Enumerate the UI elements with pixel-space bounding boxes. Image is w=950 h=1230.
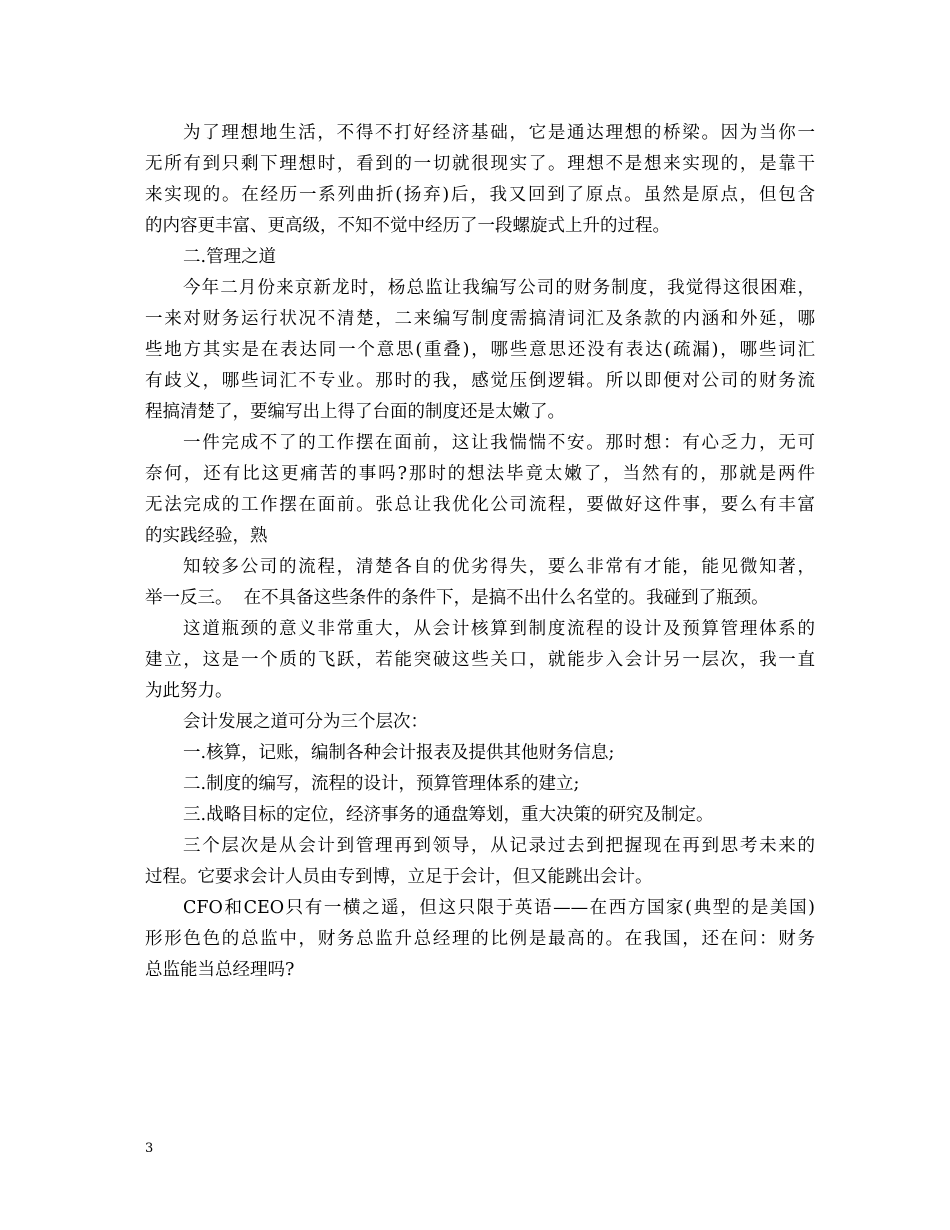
text-line: 有歧义，哪些词汇不专业。那时的我，感觉压倒逻辑。所以即便对公司的财务流 xyxy=(145,371,815,391)
text-line: 一件完成不了的工作摆在面前，这让我惴惴不安。那时想：有心乏力，无可 xyxy=(183,433,815,453)
section-heading xyxy=(145,242,815,273)
text-line: 的实践经验，熟 xyxy=(145,526,268,546)
text-line: 二.管理之道 xyxy=(183,247,277,267)
text-line: 一来对财务运行状况不清楚，二来编写制度需搞清词汇及条款的内涵和外延，哪 xyxy=(145,309,815,329)
text-line: 为此努力。 xyxy=(145,681,233,701)
text-line: 会计发展之道可分为三个层次： xyxy=(183,712,428,732)
text-line: 无法完成的工作摆在面前。张总让我优化公司流程，要做好这件事，要么有丰富 xyxy=(145,495,815,515)
paragraph xyxy=(145,118,815,242)
text-line: 来实现的。在经历一系列曲折(扬弃)后，我又回到了原点。虽然是原点，但包含 xyxy=(145,185,815,205)
text-line: 程搞清楚了，要编写出上得了台面的制度还是太嫩了。 xyxy=(145,402,565,422)
text-line: 些地方其实是在表达同一个意思(重叠)，哪些意思还没有表达(疏漏)，哪些词汇 xyxy=(145,340,815,360)
paragraph xyxy=(145,707,815,738)
page-number: 3 xyxy=(145,1141,154,1156)
text-line: 的内容更丰富、更高级，不知不觉中经历了一段螺旋式上升的过程。 xyxy=(145,216,670,236)
text-line: 为了理想地生活，不得不打好经济基础，它是通达理想的桥梁。因为当你一 xyxy=(183,123,815,143)
paragraph xyxy=(145,831,815,893)
list-item xyxy=(145,769,815,800)
paragraph xyxy=(145,273,815,428)
text-line: 知较多公司的流程，清楚各自的优劣得失，要么非常有才能，能见微知著， xyxy=(183,557,815,577)
paragraph xyxy=(145,614,815,707)
text-line: 今年二月份来京新龙时，杨总监让我编写公司的财务制度，我觉得这很困难， xyxy=(183,278,815,298)
paragraph xyxy=(145,428,815,552)
text-line: 一.核算，记账，编制各种会计报表及提供其他财务信息; xyxy=(183,743,615,763)
text-line: 二.制度的编写，流程的设计，预算管理体系的建立; xyxy=(183,774,580,794)
paragraph xyxy=(145,893,815,986)
text-line: 形形色色的总监中，财务总监升总经理的比例是最高的。在我国，还在问：财务 xyxy=(145,929,815,949)
text-line: 三个层次是从会计到管理再到领导，从记录过去到把握现在再到思考未来的 xyxy=(183,836,815,856)
text-line: 三.战略目标的定位，经济事务的通盘筹划，重大决策的研究及制定。 xyxy=(183,805,714,825)
text-line: 总监能当总经理吗? xyxy=(145,960,295,980)
text-line: 过程。它要求会计人员由专到博，立足于会计，但又能跳出会计。 xyxy=(145,867,653,887)
text-line: 无所有到只剩下理想时，看到的一切就很现实了。理想不是想来实现的，是靠干 xyxy=(145,154,815,174)
list-item xyxy=(145,738,815,769)
document-body xyxy=(145,118,815,986)
text-line: 举一反三。 在不具备这些条件的条件下，是搞不出什么名堂的。我碰到了瓶颈。 xyxy=(145,588,769,608)
text-line: CFO和CEO只有一横之遥，但这只限于英语——在西方国家(典型的是美国) xyxy=(183,898,815,918)
text-line: 建立，这是一个质的飞跃，若能突破这些关口，就能步入会计另一层次，我一直 xyxy=(145,650,815,670)
paragraph xyxy=(145,552,815,614)
text-line: 奈何，还有比这更痛苦的事吗?那时的想法毕竟太嫩了，当然有的，那就是两件 xyxy=(145,464,815,484)
list-item xyxy=(145,800,815,831)
text-line: 这道瓶颈的意义非常重大，从会计核算到制度流程的设计及预算管理体系的 xyxy=(183,619,815,639)
